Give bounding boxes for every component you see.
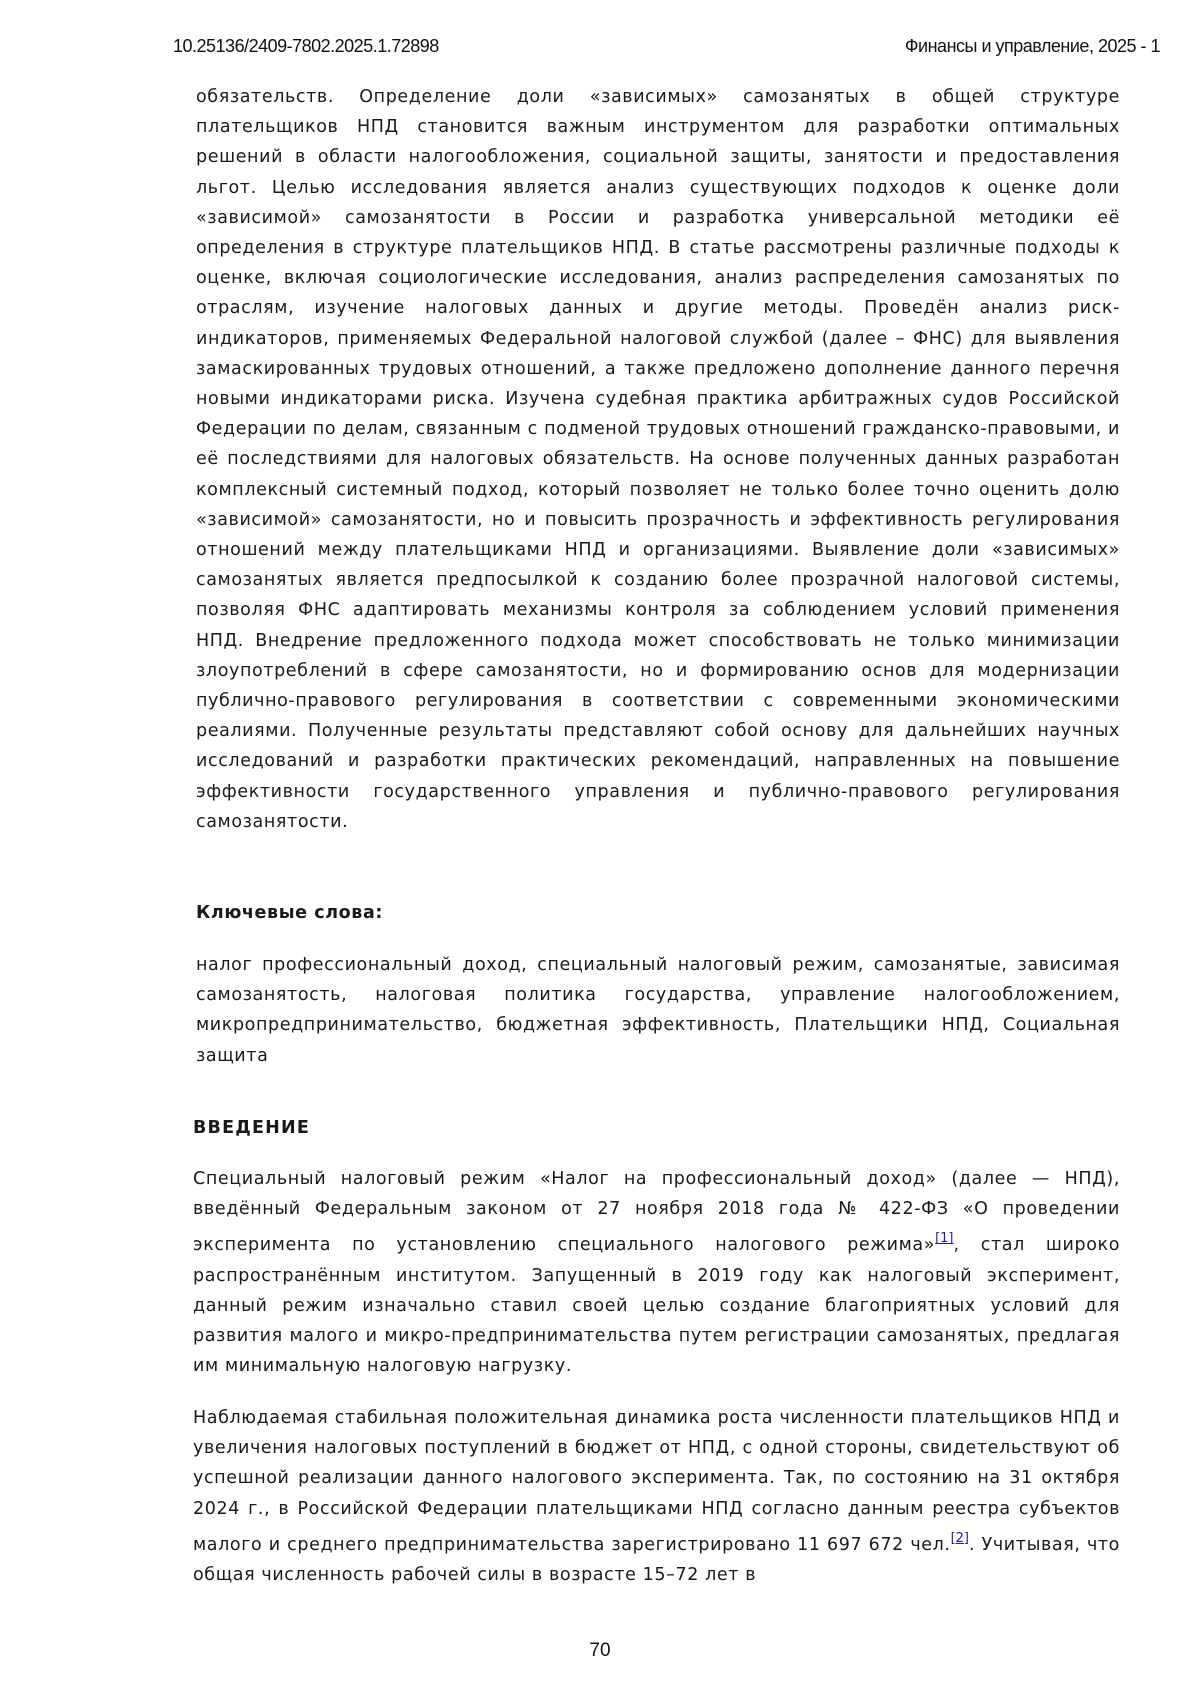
introduction-heading: ВВЕДЕНИЕ: [193, 1118, 311, 1138]
paragraph-text: Наблюдаемая стабильная положительная динамика роста численности плательщиков НПД и увеличения налоговых поступлений в бюджет от НПД, с одной стороны, свидетельствуют об успешной реализации данного налогового эксперимента. Так, по состоянию на 31 октября 2024 г., в Российской Федерации плательщиками НПД согласно данным реестра субъектов малого и среднего предпринимательства зарегистрировано 11 697 672 чел.: [193, 1408, 1120, 1555]
journal-header: Финансы и управление, 2025 - 1: [904, 36, 1160, 56]
paragraph-text: , стал широко распространённым институтом. Запущенный в 2019 году как налоговый эксперимент, данный режим изначально ставил своей целью создание благоприятных условий для развития малого и микро-предпринимательства путем регистрации самозанятых, предлагая им минимальную налоговую нагрузку.: [193, 1235, 1120, 1377]
paragraph-text: . Учитывая, что общая численность рабочей силы в возрасте 15–72 лет в: [193, 1534, 1120, 1586]
footnote-link-2[interactable]: [2]: [950, 1530, 969, 1546]
paragraph-text: Специальный налоговый режим «Налог на профессиональный доход» (далее — НПД), введённый Федеральным законом от 27 ноября 2018 года № 422-ФЗ «О проведении эксперимента по установлению специального налогового режима»: [193, 1169, 1120, 1256]
doi-header: 10.25136/2409-7802.2025.1.72898: [173, 36, 439, 56]
footnote-link-1[interactable]: [1]: [935, 1231, 954, 1247]
abstract-text: обязательств. Определение доли «зависимых» самозанятых в общей структуре плательщиков НПД становится важным инструментом для разработки оптимальных решений в области налогообложения, социальной защиты, занятости и предоставления льгот. Целью исследования является анализ существующих подходов к оценке доли «зависимой» самозанятости в России и разработка универсальной методики её определения в структуре плательщиков НПД. В статье рассмотрены различные подходы к оценке, включая социологические исследования, анализ распределения самозанятых по отраслям, изучение налоговых данных и другие методы. Проведён анализ риск-индикаторов, применяемых Федеральной налоговой службой (далее – ФНС) для выявления замаскированных трудовых отношений, а также предложено дополнение данного перечня новыми индикаторами риска. Изучена судебная практика арбитражных судов Российской Федерации по делам, связанным с подменой трудовых отношений гражданско-правовыми, и её последствиями для налоговых обязательств. На основе полученных данных разработан комплексный системный подход, который позволяет не только более точно оценить долю «зависимой» самозанятости, но и повысить прозрачность и эффективность регулирования отношений между плательщиками НПД и организациями. Выявление доли «зависимых» самозанятых является предпосылкой к созданию более прозрачной налоговой системы, позволяя ФНС адаптировать механизмы контроля за соблюдением условий применения НПД. Внедрение предложенного подхода может способствовать не только минимизации злоупотреблений в сфере самозанятости, но и формированию основ для модернизации публично-правового регулирования в соответствии с современными экономическими реалиями. Полученные результаты представляют собой основу для дальнейших научных исследований и разработки практических рекомендаций, направленных на повышение эффективности государственного управления и публично-правового регулирования самозанятости.: [196, 87, 1120, 832]
page-number: 70: [589, 1640, 611, 1661]
keywords-heading: Ключевые слова:: [196, 903, 383, 923]
introduction-paragraph-1: [193, 1164, 1120, 1381]
introduction-paragraph-2: [193, 1403, 1120, 1590]
keywords-text: налог профессиональный доход, специальный налоговый режим, самозанятые, зависимая самозанятость, налоговая политика государства, управление налогообложением, микропредпринимательство, бюджетная эффективность, Плательщики НПД, Социальная защита: [196, 955, 1120, 1066]
